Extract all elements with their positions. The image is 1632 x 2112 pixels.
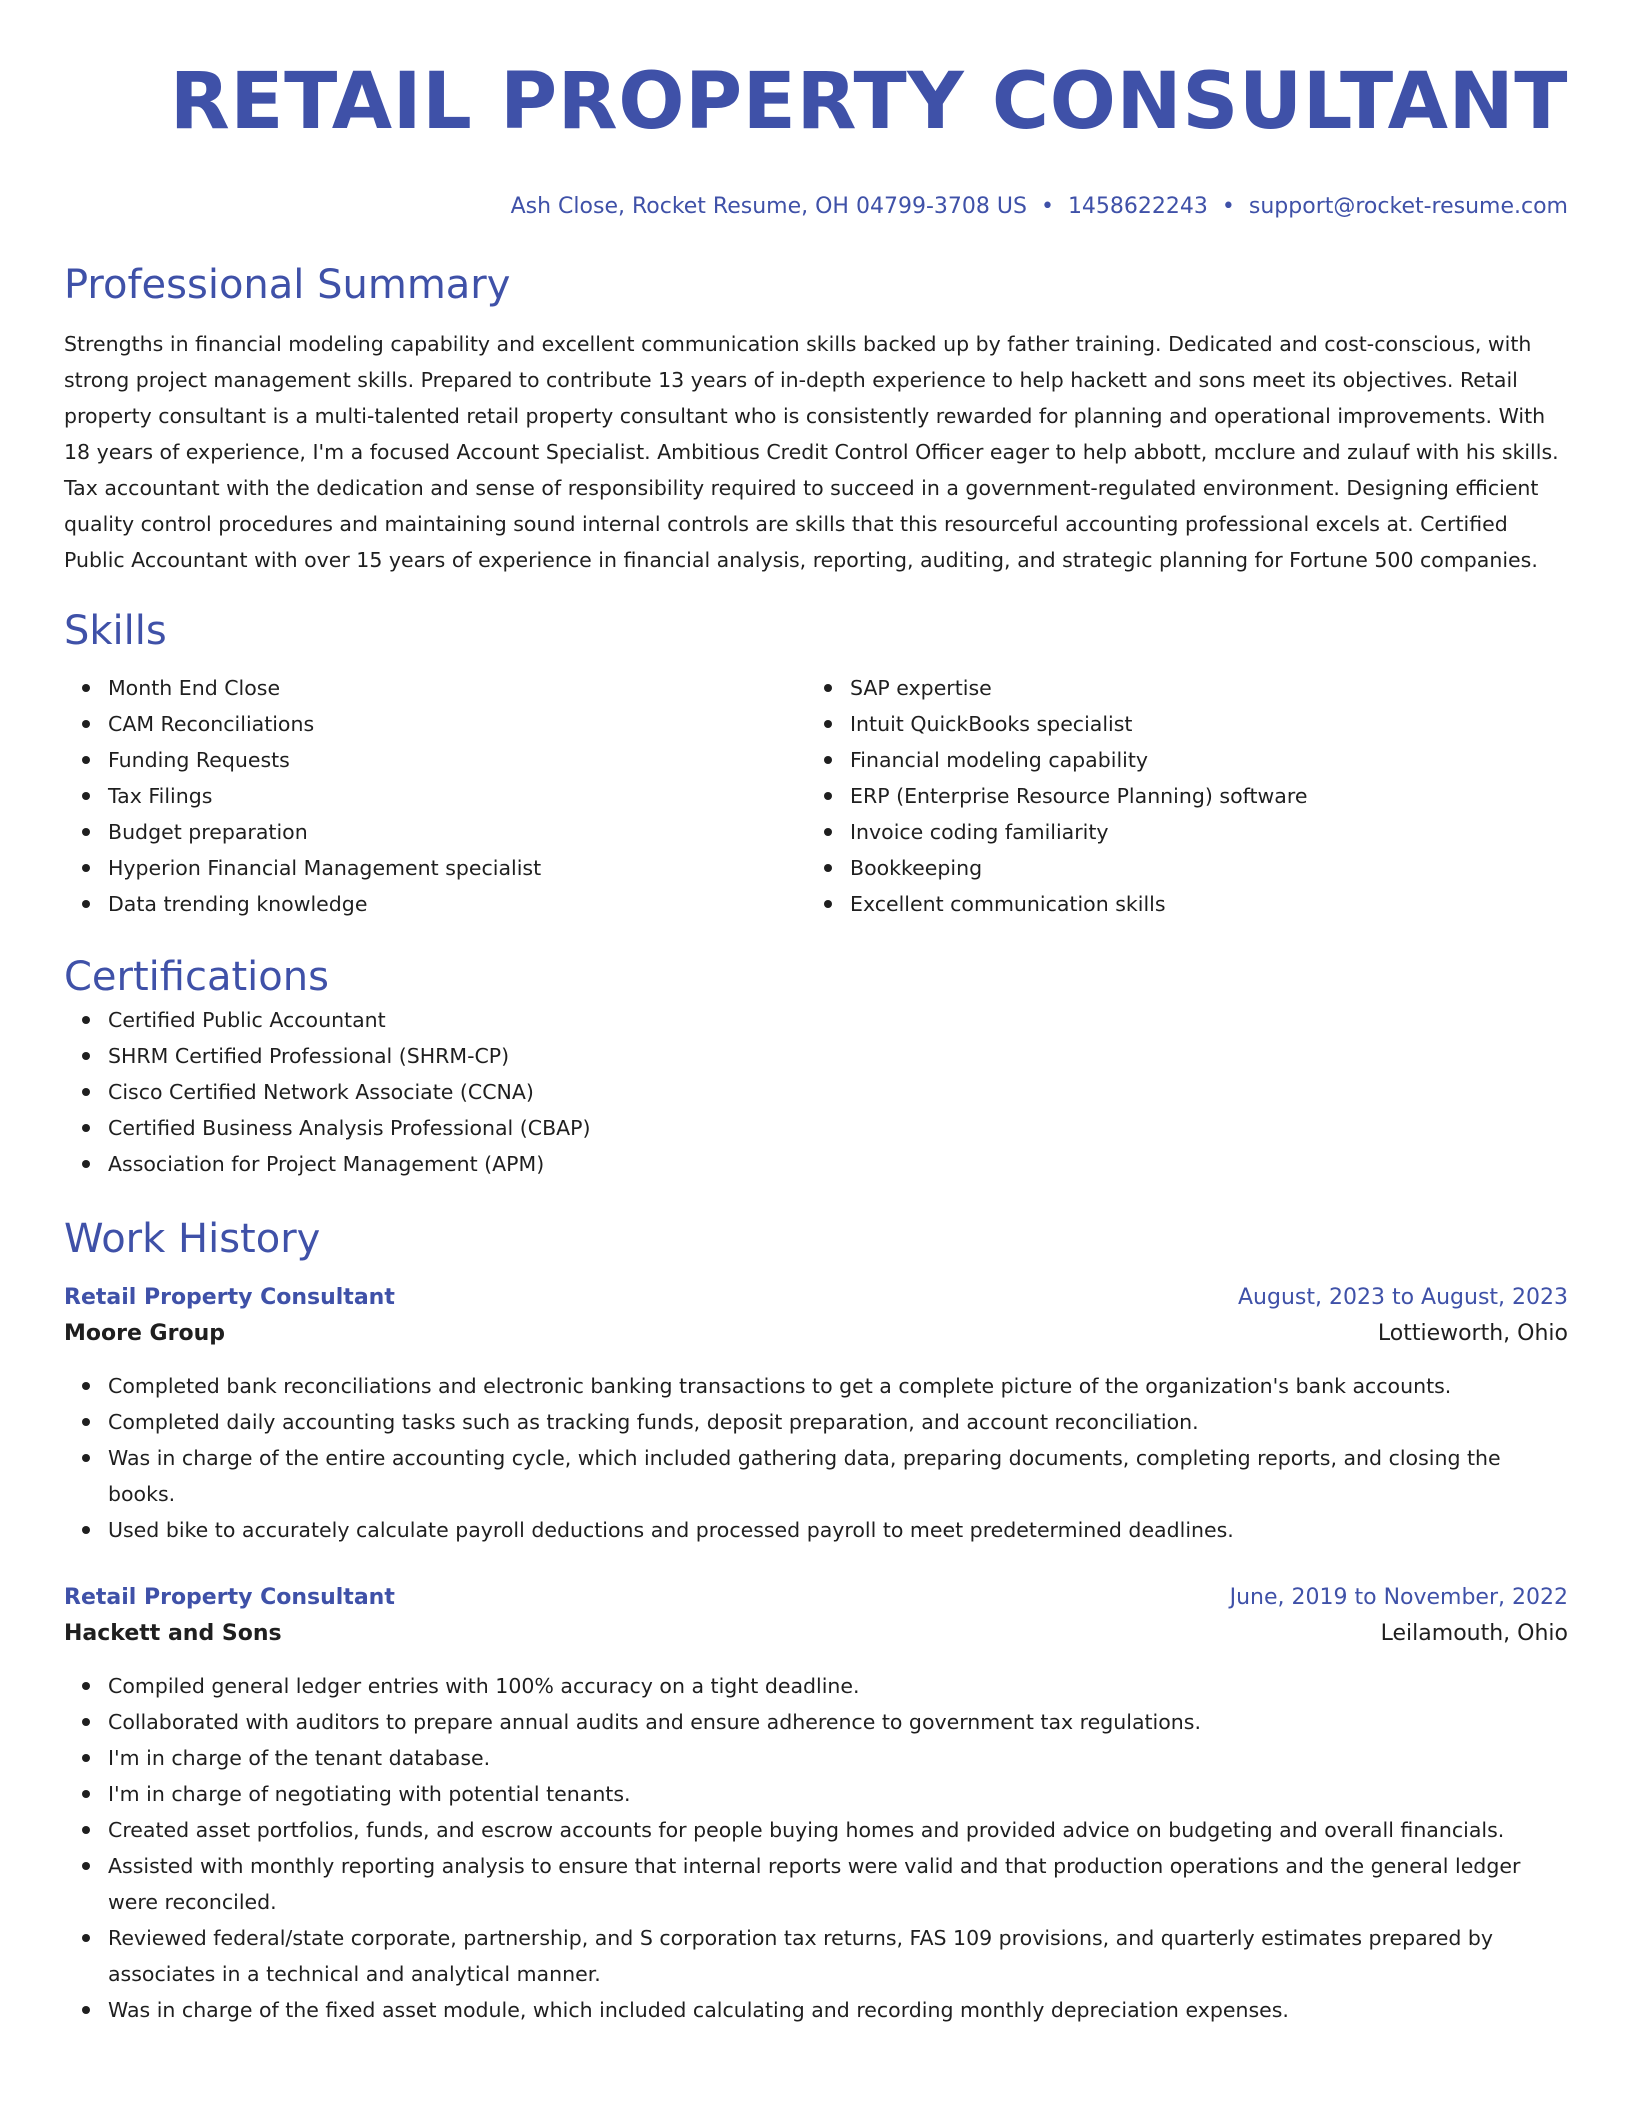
job-dates: June, 2019 to November, 2022 — [1229, 1585, 1568, 1610]
skill-item: ERP (Enterprise Resource Planning) software — [850, 778, 1548, 814]
job-company-row — [64, 1614, 1568, 1654]
contact-line — [64, 192, 1568, 222]
skill-item: Financial modeling capability — [850, 742, 1548, 778]
job-bullet: Completed bank reconciliations and electronic banking transactions to get a complete picture of the organization's bank accounts. — [108, 1368, 1568, 1404]
resume-page — [64, 0, 1568, 2028]
skills-right-list — [806, 670, 1548, 922]
job-entry — [64, 1282, 1568, 1548]
skill-item: Tax Filings — [108, 778, 806, 814]
skills-heading: Skills — [64, 608, 167, 654]
job-company: Hackett and Sons — [64, 1621, 282, 1646]
job-company: Moore Group — [64, 1321, 225, 1346]
summary-heading: Professional Summary — [64, 262, 511, 308]
job-location: Lottieworth, Ohio — [1377, 1321, 1568, 1346]
job-bullet: Was in charge of the fixed asset module, which included calculating and recording monthly depreciation expenses. — [108, 1992, 1568, 2028]
job-bullet: Used bike to accurately calculate payroll deductions and processed payroll to meet predetermined deadlines. — [108, 1512, 1568, 1548]
job-bullet: Assisted with monthly reporting analysis to ensure that internal reports were valid and that production operations and the general ledger were reconciled. — [108, 1848, 1568, 1920]
skill-item: Budget preparation — [108, 814, 806, 850]
skills-columns — [64, 670, 1568, 922]
certification-item: Cisco Certified Network Associate (CCNA) — [108, 1074, 1568, 1110]
skill-item: Funding Requests — [108, 742, 806, 778]
contact-email: support@rocket-resume.com — [1248, 194, 1568, 219]
skill-item: Invoice coding familiarity — [850, 814, 1548, 850]
certification-item: SHRM Certified Professional (SHRM-CP) — [108, 1038, 1568, 1074]
job-bullet: Reviewed federal/state corporate, partnership, and S corporation tax returns, FAS 109 provisions, and quarterly estimates prepared by associates in a technical and analytical manner. — [108, 1920, 1568, 1992]
skill-item: Excellent communication skills — [850, 886, 1548, 922]
job-title-row — [64, 1282, 1568, 1314]
job-bullets — [64, 1368, 1568, 1548]
job-bullets — [64, 1668, 1568, 2028]
skill-item: Data trending knowledge — [108, 886, 806, 922]
skill-item: Intuit QuickBooks specialist — [850, 706, 1548, 742]
certifications-list — [64, 1002, 1568, 1182]
skill-item: CAM Reconciliations — [108, 706, 806, 742]
job-bullet: I'm in charge of the tenant database. — [108, 1740, 1568, 1776]
skill-item: Hyperion Financial Management specialist — [108, 850, 806, 886]
certification-item: Certified Public Accountant — [108, 1002, 1568, 1038]
work-history-heading: Work History — [64, 1216, 321, 1262]
job-bullet: Was in charge of the entire accounting cycle, which included gathering data, preparing documents, completing reports, and closing the books. — [108, 1440, 1568, 1512]
job-bullet: Completed daily accounting tasks such as tracking funds, deposit preparation, and account reconciliation. — [108, 1404, 1568, 1440]
job-title: Retail Property Consultant — [64, 1285, 395, 1310]
skill-item: Month End Close — [108, 670, 806, 706]
job-bullet: Compiled general ledger entries with 100% accuracy on a tight deadline. — [108, 1668, 1568, 1704]
job-entry — [64, 1582, 1568, 2028]
skill-item: Bookkeeping — [850, 850, 1548, 886]
job-title: Retail Property Consultant — [64, 1585, 395, 1610]
resume-name-heading: RETAIL PROPERTY CONSULTANT — [169, 57, 1568, 147]
certifications-heading: Certifications — [64, 954, 329, 1000]
certification-item: Certified Business Analysis Professional (CBAP) — [108, 1110, 1568, 1146]
contact-separator: • — [1040, 194, 1054, 219]
skill-item: SAP expertise — [850, 670, 1548, 706]
job-title-row — [64, 1582, 1568, 1614]
job-bullet: Collaborated with auditors to prepare annual audits and ensure adherence to government tax regulations. — [108, 1704, 1568, 1740]
contact-address: Ash Close, Rocket Resume, OH 04799-3708 US — [510, 194, 1027, 219]
certification-item: Association for Project Management (APM) — [108, 1146, 1568, 1182]
job-location: Leilamouth, Ohio — [1380, 1621, 1568, 1646]
job-bullet: I'm in charge of negotiating with potential tenants. — [108, 1776, 1568, 1812]
job-company-row — [64, 1314, 1568, 1354]
job-dates: August, 2023 to August, 2023 — [1238, 1285, 1568, 1310]
summary-text: Strengths in financial modeling capability and excellent communication skills backed up by father training. Dedicated and cost-conscious, with strong project management skills. Prepared to contribute 13 years of in-depth experience to help hackett and sons meet its objectives. Retail property consultant is a multi-talented retail property consultant who is consistently rewarded for planning and operational improvements. With 18 years of experience, I'm a focused Account Specialist. Ambitious Credit Control Officer eager to help abbott, mcclure and zulauf with his skills. Tax accountant with the dedication and sense of responsibility required to succeed in a government-regulated environment. Designing efficient quality control procedures and maintaining sound internal controls are skills that this resourceful accounting professional excels at. Certified Public Accountant with over 15 years of experience in financial analysis, reporting, auditing, and strategic planning for Fortune 500 companies. — [64, 332, 1559, 572]
skills-left-list — [64, 670, 806, 922]
contact-separator: • — [1221, 194, 1235, 219]
job-bullet: Created asset portfolios, funds, and escrow accounts for people buying homes and provided advice on budgeting and overall financials. — [108, 1812, 1568, 1848]
contact-phone: 1458622243 — [1067, 194, 1208, 219]
